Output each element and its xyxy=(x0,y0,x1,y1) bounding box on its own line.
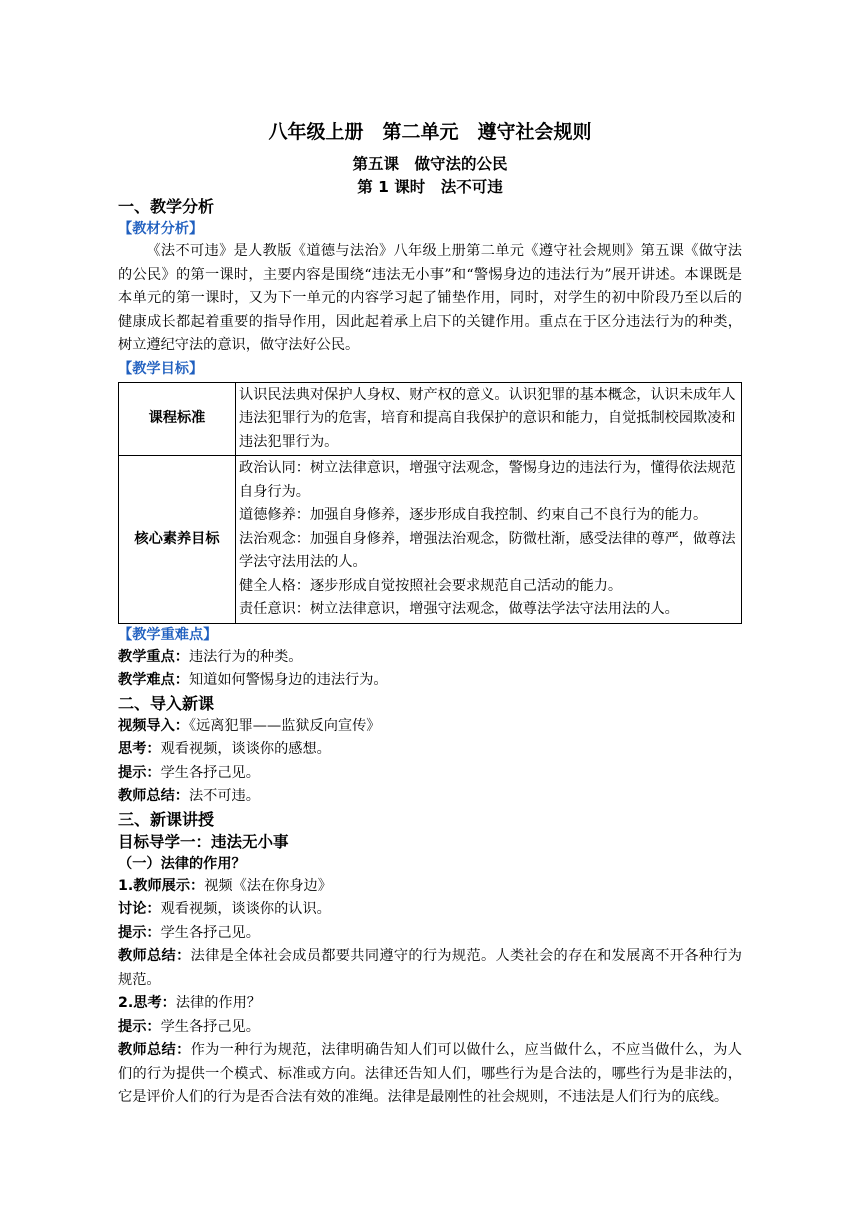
teacher-summary-line: 教师总结：法不可违。 xyxy=(118,788,260,804)
sub-heading: （一）法律的作用？ xyxy=(118,855,246,872)
core-literacy-line: 健全人格：逐步形成自觉按照社会要求规范自己活动的能力。 xyxy=(239,577,623,594)
think-line: 2.思考：法律的作用？ xyxy=(118,995,261,1011)
teacher-summary-line: 教师总结：作为一种行为规范，法律明确告知人们可以做什么，应当做什么，不应当做什么，为人们的行为提供一个模式、标准或方向。法律还告知人们，哪些行为是合法的，哪些行为是非法的，它是评价人们的行为是否合法有效的准绳。法律是最刚性的社会规则，不违法是人们行为的底线。 xyxy=(118,1042,742,1105)
document-title: 八年级上册 第二单元 遵守社会规则 xyxy=(268,121,592,143)
table-row xyxy=(119,382,742,456)
document-body xyxy=(118,196,742,1110)
key-point-line: 教学重点：违法行为的种类。 xyxy=(118,648,303,665)
teaching-goals-label: 【教学目标】 xyxy=(118,360,204,377)
video-intro-line: 视频导入：《远离犯罪——监狱反向宣传》 xyxy=(118,717,381,734)
hint-line: 提示：学生各抒己见。 xyxy=(118,764,260,781)
curriculum-standard-label: 课程标准 xyxy=(119,382,236,456)
difficulty-line: 教学难点：知道如何警惕身边的违法行为。 xyxy=(118,672,388,688)
table-row xyxy=(119,456,742,624)
core-literacy-line: 法治观念：加强自身修养，增强法治观念，防微杜渐，感受法律的尊严，做尊法学法守法用法的人。 xyxy=(239,530,736,570)
section1-heading: 一、教学分析 xyxy=(118,197,215,216)
material-analysis-label: 【教材分析】 xyxy=(118,221,204,237)
material-analysis-text: 《法不可违》是人教版《道德与法治》八年级上册第二单元《遵守社会规则》第五课《做守法的公民》的第一课时，主要内容是围绕“违法无小事”和“警惕身边的违法行为”展开讲述。本课既是本单元的第一课时，又为下一单元的内容学习起了铺垫作用，同时，对学生的初中阶段乃至以后的健康成长都起着重要的指导作用，因此起着承上启下的关键作用。重点在于区分违法行为的种类，树立遵纪守法的意识，做守法好公民。 xyxy=(118,243,742,353)
core-literacy-text xyxy=(236,456,742,624)
goal-heading: 目标导学一：违法无小事 xyxy=(118,832,289,851)
session-title: 第 1 课时 法不可违 xyxy=(357,178,503,196)
lesson-title: 第五课 做守法的公民 xyxy=(352,155,508,173)
core-literacy-line: 责任意识：树立法律意识，增强守法观念，做尊法学法守法用法的人。 xyxy=(239,601,679,617)
discuss-line: 讨论：观看视频，谈谈你的认识。 xyxy=(118,901,331,917)
core-literacy-line: 政治认同：树立法律意识，增强守法观念，警惕身边的违法行为，懂得依法规范自身行为。 xyxy=(239,460,736,500)
think-line: 思考：观看视频，谈谈你的感想。 xyxy=(118,741,331,757)
core-literacy-line: 道德修养：加强自身修养，逐步形成自我控制、约束自己不良行为的能力。 xyxy=(239,507,708,523)
section3-heading: 三、新课讲授 xyxy=(118,809,215,829)
hint-line: 提示：学生各抒己见。 xyxy=(118,924,260,941)
core-literacy-label: 核心素养目标 xyxy=(119,456,236,624)
hint-line: 提示：学生各抒己见。 xyxy=(118,1018,260,1035)
curriculum-standard-text: 认识民法典对保护人身权、财产权的意义。认识犯罪的基本概念，认识未成年人违法犯罪行为的危害，培育和提高自我保护的意识和能力，自觉抵制校园欺凌和违法犯罪行为。 xyxy=(236,382,742,456)
goals-table xyxy=(118,382,742,624)
teacher-summary-line: 教师总结：法律是全体社会成员都要共同遵守的行为规范。人类社会的存在和发展离不开各种行为规范。 xyxy=(118,948,742,988)
section2-heading: 二、导入新课 xyxy=(118,693,215,713)
key-points-label: 【教学重难点】 xyxy=(118,626,218,643)
teacher-show-line: 1.教师展示：视频《法在你身边》 xyxy=(118,877,332,894)
